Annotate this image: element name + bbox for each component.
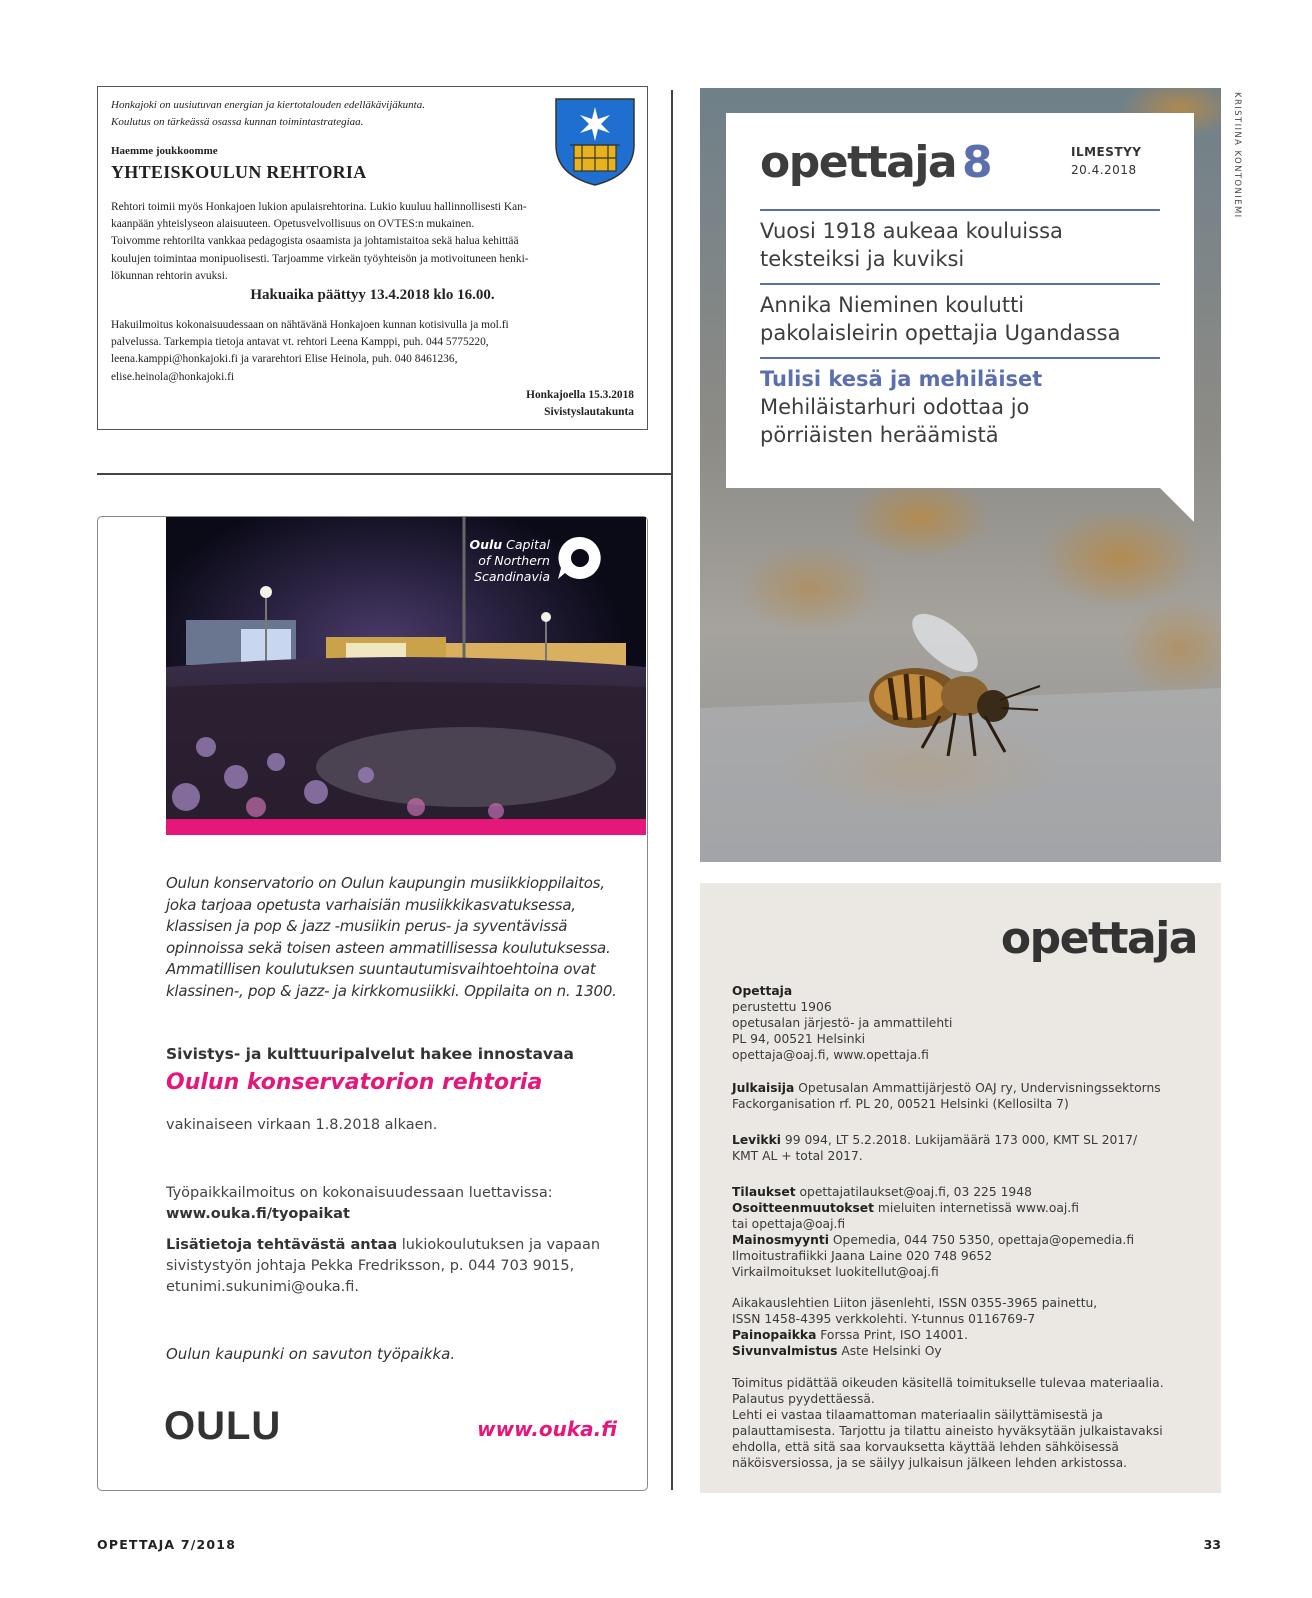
cover-story-2: Annika Nieminen koulutti pakolaisleirin opettajia Ugandassa [760, 293, 1121, 345]
honkajoki-crest-icon [554, 97, 636, 187]
column-divider [671, 90, 673, 1490]
ouka-website-link[interactable]: www.ouka.fi [477, 1417, 617, 1441]
next-issue-cover [700, 88, 1221, 862]
oulu-job-ad [97, 516, 648, 1491]
section-divider [97, 473, 671, 475]
ad-contact-info: Hakuilmoitus kokonaisuudessaan on nähtävänä Honkajoen kunnan kotisivulla ja mol.fi palvelussa. Tarkempia tietoja antavat vt. rehtori Leena Kamppi, puh. 044 5775220, leena.kamppi@honkajoki.fi ja vararehtori Elise Heinola, puh. 040 8461236, elise.heinola@honkajoki.fi [111, 319, 509, 383]
ad-intro: Honkajoki on uusiutuvan energian ja kiertotalouden edelläkävijäkunta. Koulutus on tärkeässä osassa kunnan toimintastrategiaa. [111, 99, 425, 128]
conservatory-description: Oulun konservatorio on Oulun kaupungin musiikkioppilaitos, joka tarjoaa opetusta varhaisiän musiikkikasvatuksessa, klassisen ja pop & jazz -musiikin perus- ja syventävissä opinnoissa sekä toisen asteen ammatillisessa koulutuksessa. Ammatillisen koulutuksen suuntautumisvaihtoehtoina ovat klassinen-, pop & jazz- ja kirkkomusiikki. Oppilaita on n. 1300. [166, 874, 617, 1000]
cover-issue-number: 8 [962, 137, 993, 188]
colophon-circulation: Levikki 99 094, LT 5.2.2018. Lukijamäärä 173 000, KMT SL 2017/ KMT AL + total 2017. [732, 1133, 1138, 1163]
position-title: Oulun konservatorion rehtoria [166, 1070, 543, 1095]
honkajoki-job-ad [97, 86, 648, 430]
cover-teaser-box [726, 113, 1194, 488]
colophon-issn: Aikakauslehtien Liiton jäsenlehti, ISSN 0355-3965 painettu, ISSN 1458-4395 verkkolehti. Y-tunnus 0116769-7 Painopaikka Forssa Print, ISO 14001. Sivunvalmistus Aste Helsinki Oy [732, 1296, 1098, 1358]
oulu-capital-tagline: Oulu Capital of Northern Scandinavia [469, 537, 550, 584]
ad-deadline: Hakuaika päättyy 13.4.2018 klo 16.00. [250, 287, 495, 303]
oulu-speech-bubble-icon [556, 535, 602, 581]
cover-publish-date: ILMESTYY 20.4.2018 [1071, 145, 1142, 177]
ad-body: Rehtori toimii myös Honkajoen lukion apulaisrehtorina. Lukio kuuluu hallinnollisesti Kan- kaanpään yhteislyseon alaisuuteen. Opetusvelvollisuus on OVTES:n mukainen. Toivomme rehtorilta vankkaa pedagogista osaamista ja johtamistaitoa sekä halua kehittää koulujen toimintaa monipuolisesti. Tarjoamme virkeän työyhteisön ja motivoituneen henki- lökunnan rehtorin avuksi. [111, 201, 529, 282]
hiring-lead: Sivistys- ja kulttuuripalvelut hakee innostavaa [166, 1045, 574, 1063]
page-number: 33 [1203, 1537, 1221, 1552]
cover-rule [760, 357, 1160, 359]
footer-publication: OPETTAJA 7/2018 [97, 1537, 237, 1552]
smoke-free-note: Oulun kaupunki on savuton työpaikka. [166, 1345, 456, 1363]
ad-title: YHTEISKOULUN REHTORIA [111, 162, 367, 182]
cover-rule [760, 283, 1160, 285]
speech-tail-icon [1160, 488, 1194, 522]
cover-story-1: Vuosi 1918 aukeaa kouluissa teksteiksi ja kuviksi [760, 219, 1063, 271]
full-ad-reference: Työpaikkailmoitus on kokonaisuudessaan luettavissa: www.ouka.fi/tyopaikat [166, 1183, 553, 1225]
colophon [700, 883, 1221, 1493]
ad-subheading: Haemme joukkoomme [111, 145, 218, 157]
opettaja-logo: opettaja [1000, 913, 1197, 964]
ad-signature: Honkajoella 15.3.2018 Sivistyslautakunta [526, 389, 634, 419]
cover-story-3: Tulisi kesä ja mehiläiset Mehiläistarhuri odottaa jo pörriäisten heräämistä [760, 367, 1043, 447]
photo-credit: KRISTIINA KONTONIEMI [1232, 92, 1242, 219]
jobs-link[interactable]: www.ouka.fi/tyopaikat [166, 1206, 350, 1222]
oulu-logo: OULU [164, 1404, 282, 1448]
cover-brand: opettaja [760, 137, 957, 188]
accent-bar [166, 819, 646, 835]
colophon-publisher: Julkaisija Opetusalan Ammattijärjestö OAJ ry, Undervisningssektorns Fackorganisation rf. PL 20, 00521 Helsinki (Kellosilta 7) [732, 1081, 1161, 1111]
colophon-publication: Opettaja perustettu 1906 opetusalan järjestö- ja ammattilehti PL 94, 00521 Helsinki opettaja@oaj.fi, www.opettaja.fi [732, 984, 953, 1062]
more-info: Lisätietoja tehtävästä antaa lukiokoulutuksen ja vapaan sivistystyön johtaja Pekka Fredriksson, p. 044 703 9015, etunimi.sukunimi@ouka.fi. [166, 1237, 601, 1295]
start-date: vakinaiseen virkaan 1.8.2018 alkaen. [166, 1117, 438, 1133]
cover-rule [760, 209, 1160, 211]
colophon-terms: Toimitus pidättää oikeuden käsitellä toimitukselle tulevaa materiaalia. Palautus pyydettäessä. Lehti ei vastaa tilaamattoman materiaalin säilyttämisestä ja palauttamisesta. Tarjottu ja tilattu aineisto hyväksytään julkaistavaksi ehdolla, että sitä saa korvauksetta käyttää lehden sähköisessä näköisversiossa, ja se säilyy julkaisun jälkeen lehden arkistossa. [732, 1376, 1164, 1470]
colophon-contacts: Tilaukset opettajatilaukset@oaj.fi, 03 225 1948 Osoitteenmuutokset mieluiten internetissä www.oaj.fi tai opettaja@oaj.fi Mainosmyynti Opemedia, 044 750 5350, opettaja@opemedia.fi Ilmoitustrafiikki Jaana Laine 020 748 9652 Virkailmoitukset luokitellut@oaj.fi [732, 1185, 1135, 1279]
